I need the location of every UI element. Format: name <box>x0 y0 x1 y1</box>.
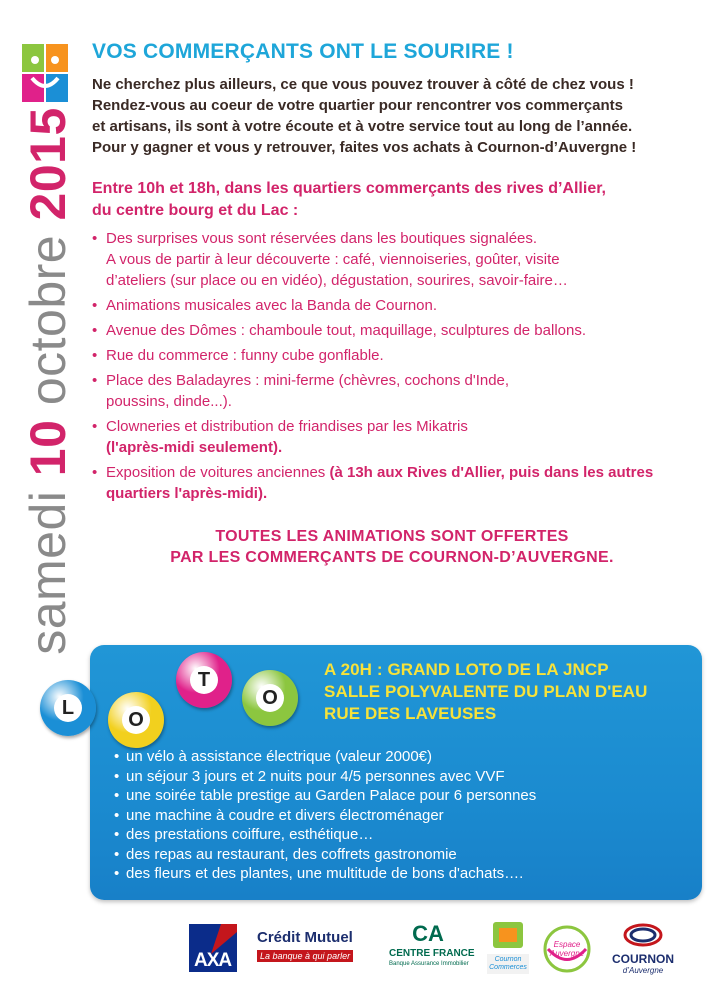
item-line: Place des Baladayres : mini-ferme (chèvres, cochons d'Inde, <box>106 372 510 389</box>
schedule-line: Entre 10h et 18h, dans les quartiers commerçants des rives d’Allier, <box>92 180 606 197</box>
item-line: Animations musicales avec la Banda de Cournon. <box>106 297 438 314</box>
date-month: octobre <box>20 234 76 406</box>
list-item: • des repas au restaurant, des coffrets gastronomie <box>114 845 536 865</box>
cournon-name: COURNON <box>612 952 674 966</box>
item-line: Rue du commerce : funny cube gonflable. <box>106 347 384 364</box>
item-bold: (l'après-midi seulement). <box>106 439 283 456</box>
espace-auvergne-name: Espace Auvergne <box>549 940 585 958</box>
intro-line: Pour y gagner et vous y retrouver, faites vos achats à Cournon-d’Auvergne ! <box>92 139 637 156</box>
cournon-commerces-name: Cournon Commerces <box>489 956 527 971</box>
intro-line: et artisans, ils sont à votre écoute et à votre service tout au long de l’année. <box>92 118 633 135</box>
sponsor-logos <box>185 918 705 988</box>
ball-letter: L <box>54 694 82 722</box>
credit-agricole-logo <box>389 921 475 982</box>
list-item: • des prestations coiffure, esthétique… <box>114 825 536 845</box>
cournon-commerces-logo <box>485 920 531 976</box>
main-content <box>92 40 692 568</box>
list-item: • une soirée table prestige au Garden Palace pour 6 personnes <box>114 786 536 806</box>
loto-title-line: SALLE POLYVALENTE DU PLAN D'EAU <box>324 682 648 701</box>
date-day: 10 <box>20 419 76 477</box>
schedule-heading <box>92 178 692 222</box>
date-year: 2015 <box>20 107 76 221</box>
espace-auvergne-logo <box>540 924 594 974</box>
list-item <box>92 228 692 291</box>
credit-mutuel-logo <box>257 930 377 990</box>
offer-line: PAR LES COMMERÇANTS DE COURNON-D’AUVERGNE. <box>170 549 614 566</box>
item-line: Des surprises vous sont réservées dans les boutiques signalées. <box>106 230 538 247</box>
list-item <box>92 345 692 366</box>
item-line: A vous de partir à leur découverte : café, viennoiseries, goûter, visite <box>106 251 560 268</box>
credit-mutuel-name: Crédit Mutuel <box>257 929 353 946</box>
intro-line: Rendez-vous au coeur de votre quartier pour rencontrer vos commerçants <box>92 97 623 114</box>
loto-ball-t-icon <box>176 652 232 708</box>
list-item: • des fleurs et des plantes, une multitude de bons d'achats…. <box>114 864 536 884</box>
item-line: poussins, dinde...). <box>106 393 232 410</box>
loto-title <box>324 659 648 725</box>
list-item <box>92 295 692 316</box>
event-date <box>13 101 83 661</box>
ball-letter: T <box>190 666 218 694</box>
loto-ball-o-icon <box>108 692 164 748</box>
smiley-logo-icon <box>22 44 68 104</box>
intro-line: Ne cherchez plus ailleurs, ce que vous pouvez trouver à côté de chez vous ! <box>92 76 634 93</box>
prizes-list <box>114 747 536 884</box>
activities-list <box>92 228 692 504</box>
axa-logo <box>189 924 237 972</box>
item-line: Exposition de voitures anciennes <box>106 464 330 481</box>
cournon-subtitle: d’Auvergne <box>622 966 664 975</box>
loto-title-line: RUE DES LAVEUSES <box>324 704 497 723</box>
item-bold: (à 13h aux Rives d'Allier, puis dans les autres quartiers l'après-midi). <box>106 464 654 502</box>
loto-ball-l-icon <box>40 680 96 736</box>
list-item: • une machine à coudre et divers électroménager <box>114 806 536 826</box>
page-title: VOS COMMERÇANTS ONT LE SOURIRE ! <box>92 40 514 63</box>
credit-agricole-name: CENTRE FRANCE <box>389 948 475 959</box>
loto-ball-o2-icon <box>242 670 298 726</box>
ball-letter: O <box>122 706 150 734</box>
cournon-logo <box>603 922 683 982</box>
list-item <box>92 416 692 458</box>
credit-agricole-tagline: Banque Assurance Immobilier <box>389 961 469 967</box>
list-item <box>92 462 692 504</box>
list-item: • un séjour 3 jours et 2 nuits pour 4/5 personnes avec VVF <box>114 767 536 787</box>
loto-title-line: A 20H : GRAND LOTO DE LA JNCP <box>324 660 609 679</box>
axa-text: AXA <box>194 950 232 971</box>
credit-mutuel-tagline: La banque à qui parler <box>257 950 353 962</box>
date-weekday: samedi <box>20 490 76 655</box>
intro-paragraph <box>92 74 692 158</box>
loto-balls <box>36 650 306 755</box>
item-line: Avenue des Dômes : chamboule tout, maquillage, sculptures de ballons. <box>106 322 587 339</box>
ball-letter: O <box>256 684 284 712</box>
offer-notice <box>92 526 692 568</box>
item-line: Clowneries et distribution de friandises par les Mikatris <box>106 418 468 435</box>
list-item <box>92 320 692 341</box>
credit-agricole-mark: CA <box>412 921 444 946</box>
item-line: d’ateliers (sur place ou en vidéo), dégustation, sourires, savoir-faire… <box>106 272 568 289</box>
schedule-line: du centre bourg et du Lac : <box>92 202 299 219</box>
list-item: • un vélo à assistance électrique (valeur 2000€) <box>114 747 536 767</box>
offer-line: TOUTES LES ANIMATIONS SONT OFFERTES <box>215 528 569 545</box>
list-item <box>92 370 692 412</box>
